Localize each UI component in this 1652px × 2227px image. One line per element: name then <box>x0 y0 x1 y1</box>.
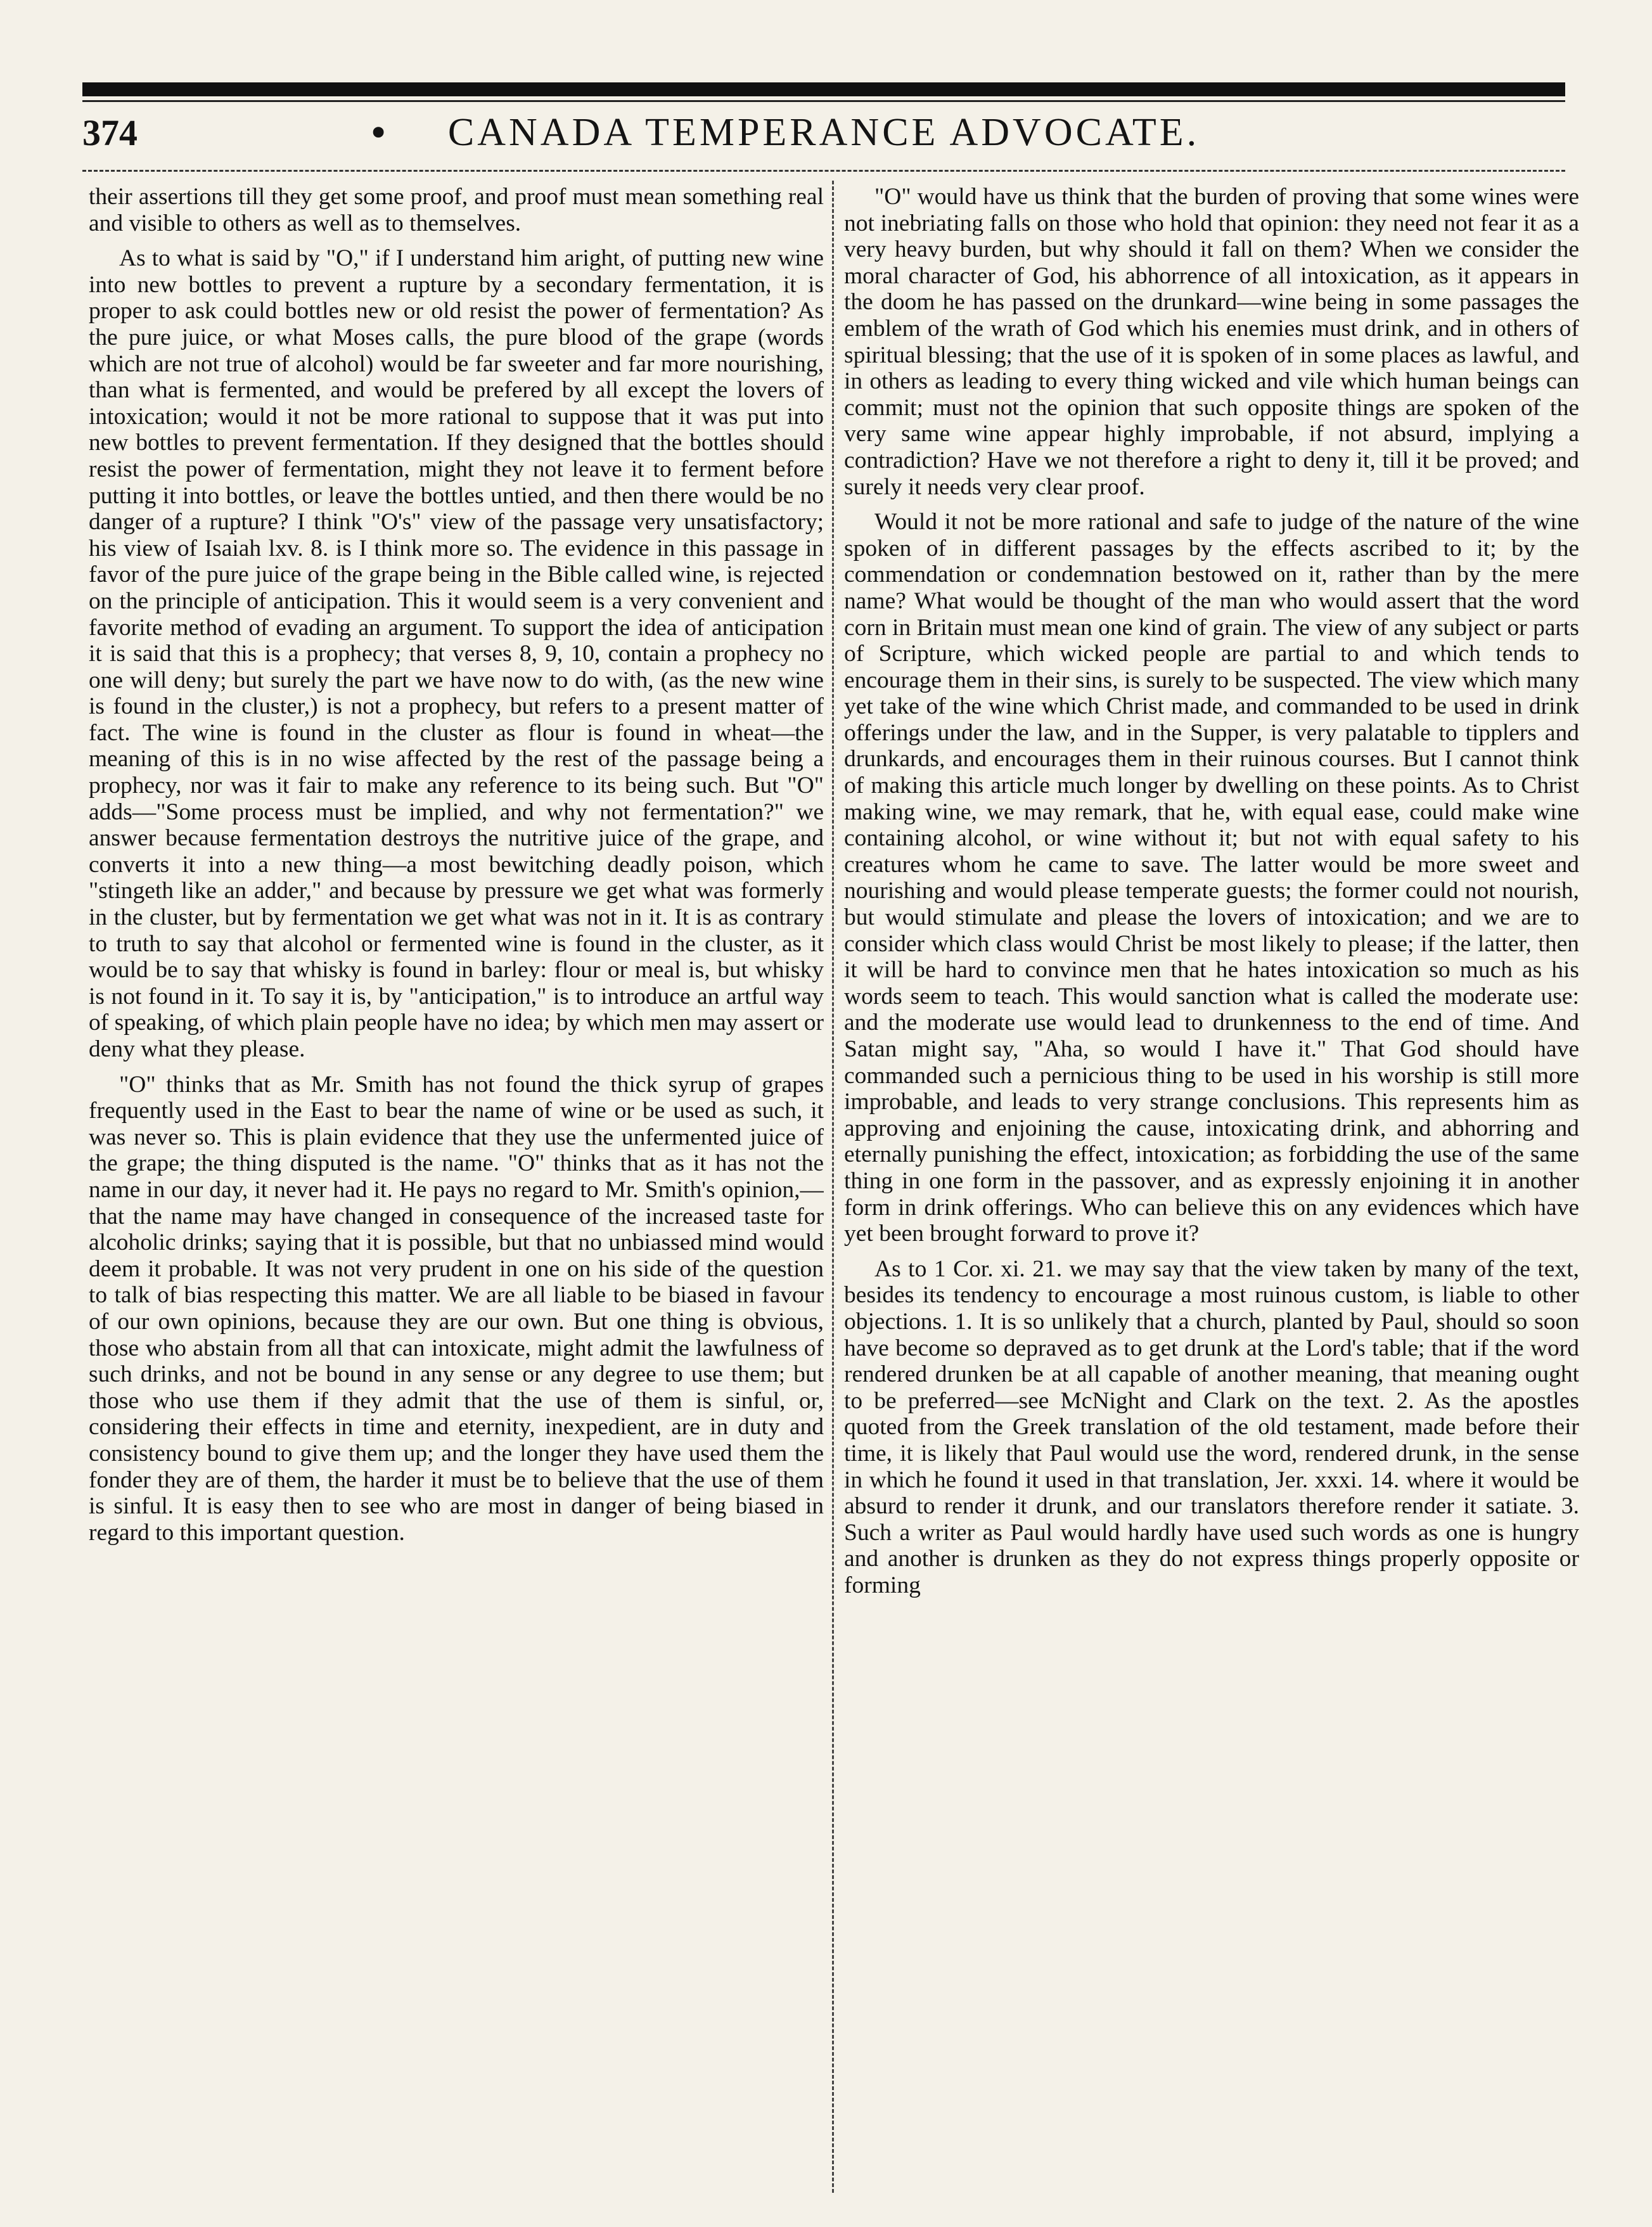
page-number: 374 <box>82 112 138 153</box>
paragraph: their assertions till they get some proof, and proof must mean something real and visible to others as well as to themselves. <box>89 184 824 236</box>
paragraph: Would it not be more rational and safe to judge of the nature of the wine spoken of in different passages by the effects ascribed to it; by the commendation or condemnation bestowed on it, rather than by the mere name? What would be thought of the man who would assert that the word corn in Britain must mean one kind of grain. The view of any subject or parts of Scripture, which wicked people are partial to and which tends to encourage them in their sins, is surely to be suspected. The view which many yet take of the wine which Christ made, and commanded to be used in drink offerings under the law, and in the Supper, is very palatable to tipplers and drunkards, and encourages them in their ruinous courses. But I cannot think of making this article much longer by dwelling on these points. As to Christ making wine, we may remark, that he, with equal ease, could make wine containing alcohol, or wine without it; but not with equal safety to his creatures whom he came to save. The latter would be more sweet and nourishing and would please temperate guests; the former could not nourish, but would stimulate and please the lovers of intoxication; and we are to consider which class would Christ be most likely to please; if the latter, then it will be hard to convince men that he hates intoxication so much as his words seem to teach. This would sanction what is called the moderate use: and the moderate use would lead to drunkenness to the end of time. And Satan might say, "Aha, so would I have it." That God should have commanded such a pernicious thing to be used in his worship is still more improbable, and leads to very strange conclusions. This represents him as approving and enjoining the cause, intoxicating drink, and abhorring and eternally punishing the effect, intoxication; as forbidding the use of the same thing in one form in the passover, and as expressly enjoining it in another form in drink offerings. Who can believe this on any evidences which have yet been brought forward to prove it? <box>844 509 1579 1247</box>
header-underline <box>82 170 1565 172</box>
page-title: CANADA TEMPERANCE ADVOCATE. <box>447 111 1200 154</box>
header-bullet: • <box>368 112 390 155</box>
left-column <box>89 184 824 2199</box>
right-column <box>844 184 1579 2199</box>
paragraph: "O" thinks that as Mr. Smith has not found the thick syrup of grapes frequently used in the East to bear the name of wine or be used as such, it was never so. This is plain evidence that they use the unfermented juice of the grape; the thing disputed is the name. "O" thinks that as it has not the name in our day, it never had it. He pays no regard to Mr. Smith's opinion,—that the name may have changed in consequence of the increased taste for alcoholic drinks; saying that it is possible, but that no unbiassed mind would deem it probable. It was not very prudent in one on his side of the question to talk of bias respecting this matter. We are all liable to be biased in favour of our own opinions, because they are our own. But one thing is obvious, those who abstain from all that can intoxicate, might admit the lawfulness of such drinks, and not be bound in any sense or any degree to use them; but those who use them if they admit that the use of them is sinful, or, considering their effects in time and eternity, inexpedient, are in duty and consistency bound to give them up; and the longer they have used them the fonder they are of them, the harder it must be to believe that the use of them is sinful. It is easy then to see who are most in danger of being biased in regard to this important question. <box>89 1071 824 1546</box>
page-header <box>82 106 1565 164</box>
paragraph: As to what is said by "O," if I understand him aright, of putting new wine into new bottles to prevent a rupture by a secondary fermentation, it is proper to ask could bottles new or old resist the power of fermentation? As the pure juice, or what Moses calls, the pure blood of the grape (words which are not true of alcohol) would be far sweeter and far more nourishing, than what is fermented, and would be prefered by all except the lovers of intoxication; would it not be more rational to suppose that it was put into new bottles to prevent fermentation. If they designed that the bottles should resist the power of fermentation, might they not leave it to ferment before putting it into bottles, or leave the bottles untied, and then there would be no danger of a rupture? I think "O's" view of the passage very unsatisfactory; his view of Isaiah lxv. 8. is I think more so. The evidence in this passage in favor of the pure juice of the grape being in the Bible called wine, is rejected on the principle of anticipation. This it would seem is a very convenient and favorite method of evading an argument. To support the idea of anticipation it is said that this is a prophecy; that verses 8, 9, 10, contain a prophecy no one will deny; but surely the part we have now to do with, (as the new wine is found in the cluster,) is not a prophecy, but refers to a present matter of fact. The wine is found in the cluster as flour is found in wheat—the meaning of this is in no wise affected by the rest of the passage being a prophecy, nor was it fair to make any reference to its being such. But "O" adds—"Some process must be implied, and why not fermentation?" we answer because fermentation destroys the nutritive juice of the grape, and converts it into a new thing—a most bewitching deadly poison, which "stingeth like an adder," and because by pressure we get what was formerly in the cluster, but by fermentation we get what was not in it. It is as contrary to truth to say that alcohol or fermented wine is found in the cluster, as it would be to say that whisky is found in barley: flour or meal is, but whisky is not found in it. To say it is, by "anticipation," is to introduce an artful way of speaking, of which plain people have no idea; by which men may assert or deny what they please. <box>89 245 824 1062</box>
paragraph: As to 1 Cor. xi. 21. we may say that the view taken by many of the text, besides its tendency to encourage a most ruinous custom, is liable to other objections. 1. It is so unlikely that a church, planted by Paul, should so soon have become so depraved as to get drunk at the Lord's table; that if the word rendered drunken be at all capable of another meaning, that meaning ought to be preferred—see McNight and Clark on the text. 2. As the apostles quoted from the Greek translation of the old testament, made before their time, it is likely that Paul would use the word, rendered drunk, in the sense in which he found it used in that translation, Jer. xxxi. 14. where it would be absurd to render it drunk, and our translators therefore render it satiate. 3. Such a writer as Paul would hardly have used such words as one is hungry and another is drunken as they do not express things properly opposite or forming <box>844 1255 1579 1598</box>
column-divider <box>832 181 834 2193</box>
header-rule <box>82 82 1565 96</box>
paragraph: "O" would have us think that the burden of proving that some wines were not inebriating falls on those who hold that opinion: they need not fear it as a very heavy burden, but why should it fall on them? When we consider the moral character of God, his abhorrence of all intoxication, as it appears in the doom he has passed on the drunkard—wine being in some passages the emblem of the wrath of God which his enemies must drink, and in others of spiritual blessing; that the use of it is spoken of in some places as lawful, and in others as leading to every thing wicked and vile which human beings can commit; must not the opinion that such opposite things are spoken of the very same wine appear highly improbable, if not absurd, implying a contradiction? Have we not therefore a right to deny it, till it be proved; and surely it needs very clear proof. <box>844 184 1579 500</box>
